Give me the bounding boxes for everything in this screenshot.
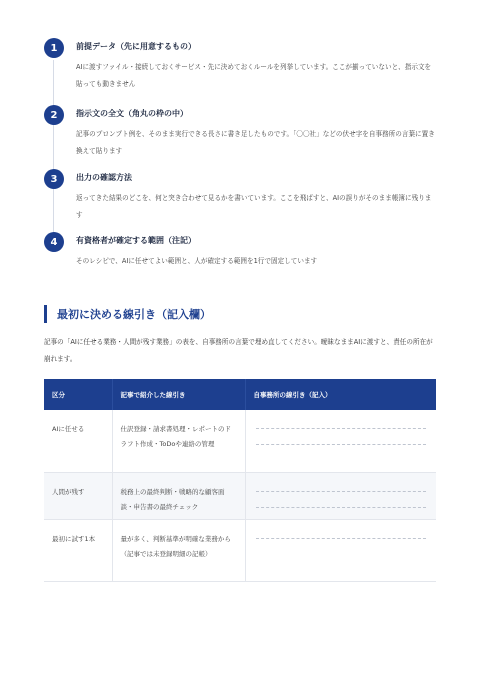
write-in-cell[interactable] <box>245 520 436 582</box>
write-line <box>256 507 427 508</box>
section-intro: 記事の「AIに任せる業務・人間が残す業務」の表を、自事務所の言葉で埋め直してください。曖昧なままAIに渡すと、責任の所在が崩れます。 <box>44 338 433 363</box>
table-row <box>44 473 436 520</box>
write-in-cell[interactable] <box>245 410 436 473</box>
step-number-badge: 4 <box>44 232 64 252</box>
heading-accent-bar <box>44 305 47 323</box>
write-line <box>256 538 427 539</box>
step-number-badge: 3 <box>44 169 64 189</box>
write-in-cell[interactable] <box>245 473 436 520</box>
step-title: 有資格者が確定する範囲（注記） <box>76 236 196 245</box>
column-header-article: 記事で紹介した線引き <box>112 379 245 410</box>
category-cell: AIに任せる <box>44 410 112 473</box>
step-connector-line <box>53 60 54 240</box>
step-description: 返ってきた結果のどこを、何と突き合わせて見るかを書いています。ここを飛ばすと、AIの誤りがそのまま帳簿に残ります <box>76 194 432 219</box>
write-line <box>256 491 427 492</box>
write-line <box>256 444 427 445</box>
category-cell: 最初に試す1本 <box>44 520 112 582</box>
article-example-cell: 税務上の最終判断・戦略的な顧客面談・申告書の最終チェック <box>112 473 245 520</box>
table-row <box>44 410 436 473</box>
step-title: 指示文の全文（角丸の枠の中） <box>76 109 188 118</box>
step-description: AIに渡すファイル・接続しておくサービス・先に決めておくルールを列挙しています。ここが揃っていないと、指示文を貼っても動きません <box>76 63 432 88</box>
table-header-row <box>44 379 436 410</box>
table-row <box>44 520 436 582</box>
section-heading <box>44 304 211 324</box>
column-header-office: 自事務所の線引き（記入） <box>245 379 436 410</box>
step-description: 記事のプロンプト例を、そのまま実行できる長さに書き足したものです。「〇〇社」などの伏せ字を自事務所の言葉に置き換えて貼ります <box>76 130 435 155</box>
article-example-cell: 量が多く、判断基準が明確な業務から（記事では未登録明細の記帳） <box>112 520 245 582</box>
step-number-badge: 1 <box>44 38 64 58</box>
section-title: 最初に決める線引き（記入欄） <box>57 308 211 321</box>
step-title: 前提データ（先に用意するもの） <box>76 42 196 51</box>
step-number-badge: 2 <box>44 105 64 125</box>
article-example-cell: 仕訳登録・請求書処理・レポートのドラフト作成・ToDoや連絡の管理 <box>112 410 245 473</box>
write-line <box>256 428 427 429</box>
step-title: 出力の確認方法 <box>76 173 132 182</box>
column-header-category: 区分 <box>44 379 112 410</box>
boundary-table <box>44 379 436 582</box>
step-description: そのレシピで、AIに任せてよい範囲と、人が確定する範囲を1行で固定しています <box>76 257 318 265</box>
category-cell: 人間が残す <box>44 473 112 520</box>
